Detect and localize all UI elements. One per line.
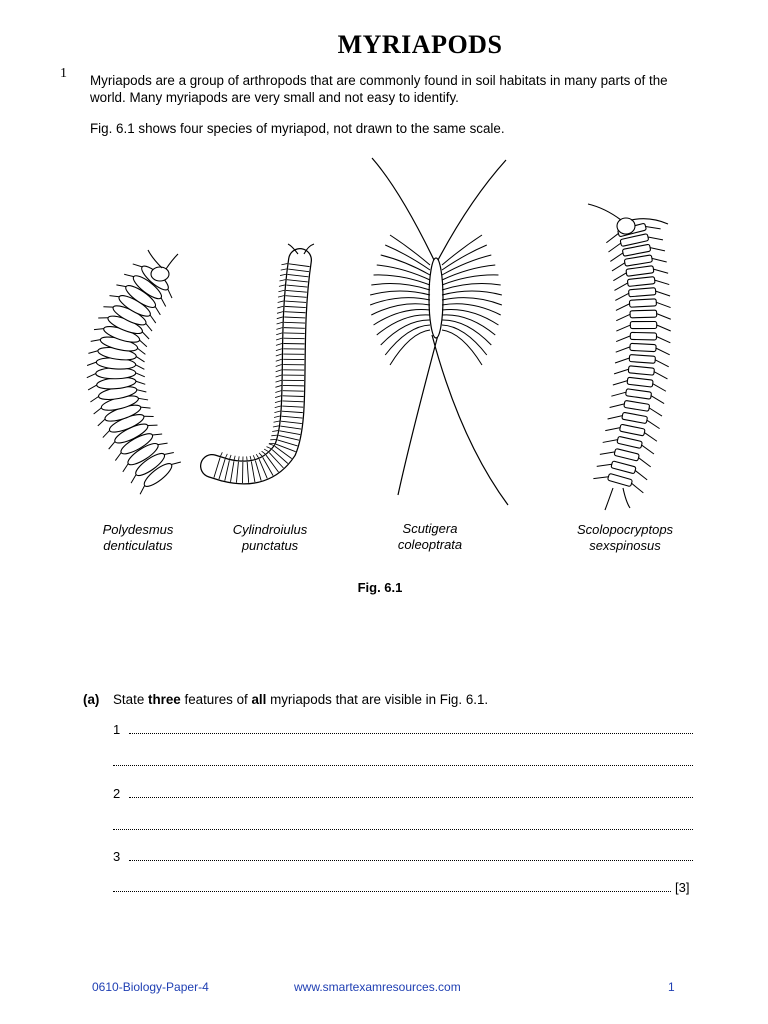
question-part-a bbox=[83, 692, 488, 707]
answer-line-1[interactable] bbox=[113, 722, 693, 737]
answer-dotted-line[interactable] bbox=[129, 850, 693, 861]
genus-name: Polydesmus bbox=[102, 522, 174, 537]
page-title: MYRIAPODS bbox=[337, 30, 503, 59]
species-name: denticulatus bbox=[103, 538, 173, 553]
question-number: 1 bbox=[60, 66, 67, 81]
cylindroiulus-illustration bbox=[212, 244, 314, 483]
genus-name: Scolopocryptops bbox=[576, 522, 674, 537]
question-text-1: State bbox=[113, 692, 148, 707]
question-text-3: myriapods that are visible in Fig. 6.1. bbox=[266, 692, 489, 707]
answer-dotted-line[interactable] bbox=[113, 881, 671, 892]
answer-dotted-line[interactable] bbox=[113, 755, 693, 766]
species-name: punctatus bbox=[241, 538, 299, 553]
answer-line-3b[interactable] bbox=[113, 880, 689, 895]
species-caption-3 bbox=[350, 521, 510, 553]
question-text-2: features of bbox=[180, 692, 252, 707]
part-label: (a) bbox=[83, 692, 100, 707]
scolopocryptops-illustration bbox=[588, 204, 671, 510]
footer-page-number: 1 bbox=[668, 980, 675, 994]
scutigera-illustration bbox=[370, 158, 508, 505]
answer-line-2[interactable] bbox=[113, 786, 693, 801]
question-emphasis-three: three bbox=[148, 692, 181, 707]
answer-dotted-line[interactable] bbox=[129, 787, 693, 798]
answer-number: 1 bbox=[113, 722, 121, 737]
polydesmus-illustration bbox=[87, 250, 181, 494]
genus-name: Scutigera bbox=[402, 521, 458, 536]
species-name: sexspinosus bbox=[589, 538, 661, 553]
question-emphasis-all: all bbox=[251, 692, 267, 707]
answer-dotted-line[interactable] bbox=[129, 723, 693, 734]
myriapod-figure bbox=[60, 150, 720, 520]
answer-line-2b[interactable] bbox=[113, 818, 693, 833]
figure-label: Fig. 6.1 bbox=[357, 580, 403, 595]
species-caption-4 bbox=[545, 522, 705, 554]
species-name: coleoptrata bbox=[397, 537, 463, 552]
answer-number: 3 bbox=[113, 849, 121, 864]
marks-allocation: [3] bbox=[675, 880, 690, 895]
footer-paper-code: 0610-Biology-Paper-4 bbox=[92, 980, 209, 994]
answer-dotted-line[interactable] bbox=[113, 819, 693, 830]
footer-website-link[interactable]: www.smartexamresources.com bbox=[294, 980, 461, 994]
answer-line-3[interactable] bbox=[113, 849, 693, 864]
intro-paragraph: Myriapods are a group of arthropods that are commonly found in soil habitats in many parts of the world. Many myriapods are very small and not easy to identify. bbox=[90, 73, 668, 105]
figure-description: Fig. 6.1 shows four species of myriapod, not drawn to the same scale. bbox=[90, 121, 505, 136]
species-caption-2 bbox=[190, 522, 350, 554]
genus-name: Cylindroiulus bbox=[232, 522, 308, 537]
answer-number: 2 bbox=[113, 786, 121, 801]
answer-line-1b[interactable] bbox=[113, 754, 693, 769]
